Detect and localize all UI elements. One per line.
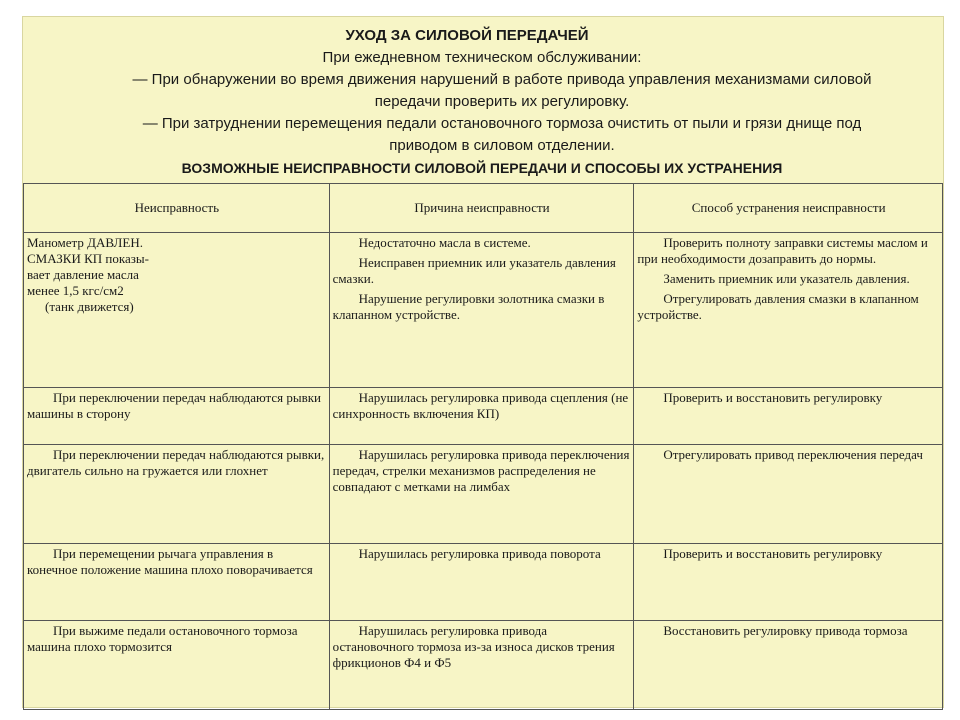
fault-cell [24,544,330,621]
cause-text: Нарушилась регулировка привода поворота [358,546,601,561]
fault-cell [24,388,330,445]
fix-text: Отрегулировать привод переключения передач [663,447,923,462]
fix-item: Заменить приемник или указатель давления. [663,271,910,286]
fault-line: менее 1,5 кгс/см2 [27,283,124,298]
faults-table [23,183,943,710]
cause-item: Нарушение регулировки золотника смазки в клапанном устройстве. [332,291,605,322]
column-header-fix: Способ устранения неисправности [634,184,943,233]
fault-line: Манометр ДАВЛЕН. [27,235,143,250]
column-header-fault: Неисправность [24,184,330,233]
fix-text: Восстановить регулировку привода тормоза [663,623,908,638]
fault-line: вает давление масла [27,267,139,282]
table-row [24,621,943,710]
page-title: УХОД ЗА СИЛОВОЙ ПЕРЕДАЧЕЙ [345,27,589,44]
cause-text: Нарушилась регулировка привода переключения передач, стрелки механизмов распределения не совпадают с метками на лимбах [332,447,630,494]
bullet-2-line-2: приводом в силовом отделении. [389,137,615,154]
fault-text: При перемещении рычага управления в конечное положение машина плохо поворачивается [27,546,313,577]
bullet-2-line-1: — При затруднении перемещения педали остановочного тормоза очистить от пыли и грязи днище под [142,115,862,132]
cause-cell [329,445,634,544]
cause-item: Недостаточно масла в системе. [358,235,531,250]
fault-cell [24,621,330,710]
slide-background [22,16,944,708]
fix-cell [634,544,943,621]
fault-note: (танк движется) [45,299,134,314]
fix-item: Отрегулировать давления смазки в клапанном устройстве. [637,291,919,322]
table-row [24,233,943,388]
fix-text: Проверить и восстановить регулировку [663,546,883,561]
fix-item: Проверить полноту заправки системы маслом и при необходимости дозаправить до нормы. [637,235,928,266]
fault-text: При переключении передач наблюдаются рывки машины в сторону [27,390,321,421]
fix-text: Проверить и восстановить регулировку [663,390,883,405]
table-row [24,445,943,544]
bullet-1-line-2: передачи проверить их регулировку. [374,93,630,110]
table-row [24,388,943,445]
column-header-cause: Причина неисправности [329,184,634,233]
fix-cell [634,388,943,445]
fix-cell [634,445,943,544]
fix-cell [634,233,943,388]
cause-cell [329,621,634,710]
header-section [73,25,931,179]
table-header-row [24,184,943,233]
fix-cell [634,621,943,710]
bullet-1-line-1: — При обнаружении во время движения нарушений в работе привода управления механизмами силовой [132,71,872,88]
cause-cell [329,544,634,621]
fault-text: При переключении передач наблюдаются рывки, двигатель сильно на гружается или глохнет [27,447,325,478]
cause-item: Неисправен приемник или указатель давления смазки. [332,255,616,286]
table-title: ВОЗМОЖНЫЕ НЕИСПРАВНОСТИ СИЛОВОЙ ПЕРЕДАЧИ И СПОСОБЫ ИХ УСТРАНЕНИЯ [181,160,783,176]
fault-text: При выжиме педали остановочного тормоза машина плохо тормозится [27,623,298,654]
fault-cell [24,233,330,388]
fault-line: СМАЗКИ КП показы- [27,251,149,266]
intro-text: При ежедневном техническом обслуживании: [322,49,642,66]
table-row [24,544,943,621]
fault-cell [24,445,330,544]
cause-cell [329,233,634,388]
cause-cell [329,388,634,445]
cause-text: Нарушилась регулировка привода сцепления (не синхронность включения КП) [332,390,629,421]
cause-text: Нарушилась регулировка привода остановочного тормоза из-за износа дисков трения фрикционов Ф4 и Ф5 [332,623,615,670]
